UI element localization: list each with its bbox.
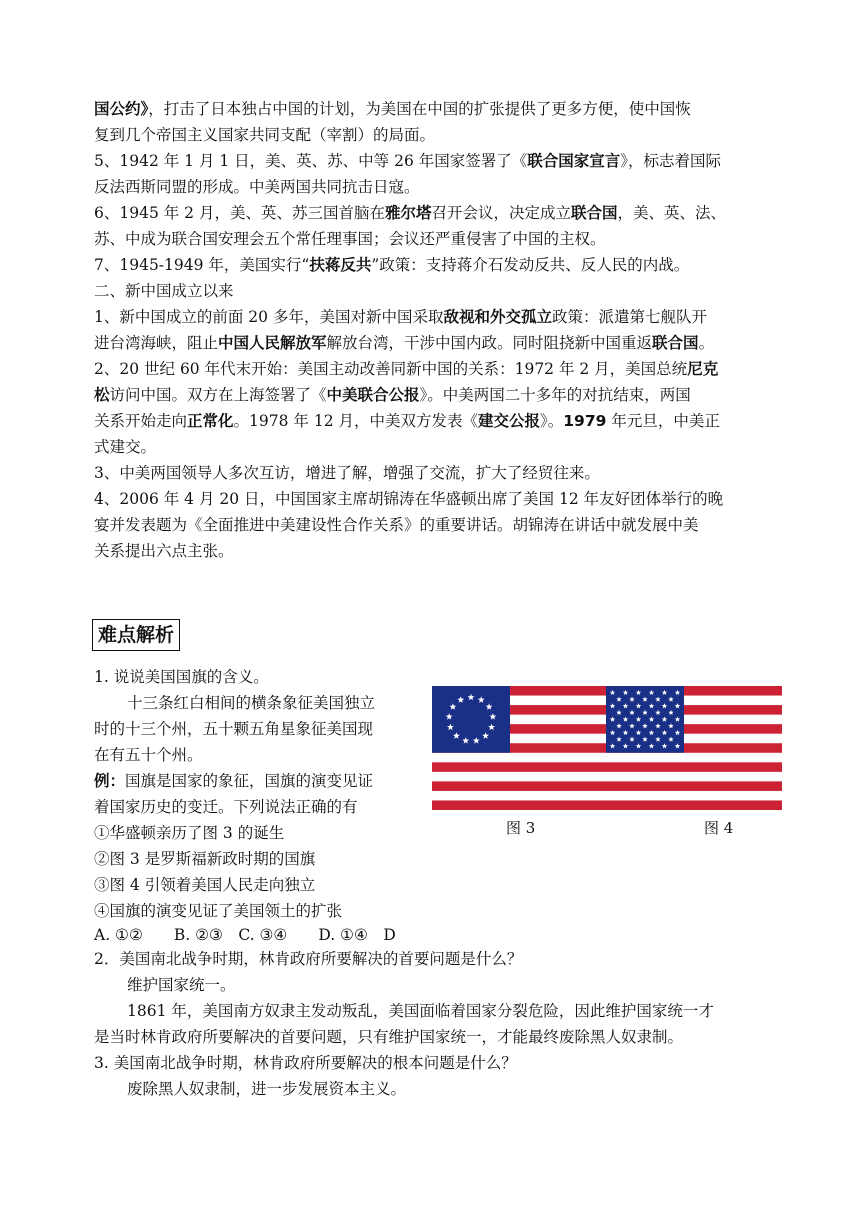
option-item: ①华盛顿亲历了图 3 的诞生 [94, 824, 285, 842]
subsection-heading: 二、新中国成立以来 [94, 282, 234, 300]
answer-choices: A. ①② B. ②③ C. ③④ D. ①④ D [94, 926, 396, 944]
text-line: 关系提出六点主张。 [94, 542, 234, 560]
flag-figure-4 [606, 686, 782, 810]
question-3: 3. 美国南北战争时期，林肯政府所要解决的根本问题是什么？ [94, 1054, 517, 1072]
text-line: 松访问中国。双方在上海签署了《中美联合公报》。中美两国二十多年的对抗结束，两国 [94, 386, 691, 404]
text-line: 2、20 世纪 60 年代末开始：美国主动改善同新中国的关系：1972 年 2 月，美国总统尼克 [94, 360, 719, 378]
example-text: 例：国旗是国家的象征，国旗的演变见证 [94, 772, 374, 790]
text-line: 国公约》，打击了日本独占中国的计划，为美国在中国的扩张提供了更多方便，使中国恢 [94, 100, 691, 118]
flag-red-stripe [432, 762, 608, 772]
text-line: 进台湾海峡，阻止中国人民解放军解放台湾，干涉中国内政。同时阻挠新中国重返联合国。 [94, 334, 715, 352]
figure-3-caption: 图 3 [506, 819, 536, 837]
flag-red-stripe [606, 762, 782, 772]
answer-text: 1861 年，美国南方奴隶主发动叛乱，美国面临着国家分裂危险，因此维护国家统一才 [127, 1002, 714, 1020]
text-line: 复到几个帝国主义国家共同支配（宰割）的局面。 [94, 126, 436, 144]
flag-figure-3 [432, 686, 608, 810]
answer-text: 在有五十个州。 [94, 746, 203, 764]
text-line: 反法西斯同盟的形成。中美两国共同抗击日寇。 [94, 178, 420, 196]
answer-text: 时的十三个州，五十颗五角星象征美国现 [94, 720, 374, 738]
text-line: 7、1945-1949 年，美国实行“扶蒋反共”政策：支持蒋介石发动反共、反人民的内战。 [94, 256, 690, 274]
text-line: 4、2006 年 4 月 20 日，中国国家主席胡锦涛在华盛顿出席了美国 12 年友好团体举行的晚 [94, 490, 724, 508]
question-1: 1. 说说美国国旗的含义。 [94, 668, 269, 686]
flag-red-stripe [606, 800, 782, 810]
flag-red-stripe [432, 800, 608, 810]
answer-text: 是当时林肯政府所要解决的首要问题，只有维护国家统一，才能最终废除黑人奴隶制。 [94, 1028, 684, 1046]
example-text: 着国家历史的变迁。下列说法正确的有 [94, 798, 358, 816]
text-line: 式建交。 [94, 438, 157, 456]
figure-4-caption: 图 4 [704, 819, 734, 837]
flag-red-stripe [432, 781, 608, 791]
flag-red-stripe [606, 781, 782, 791]
example-label: 例： [94, 772, 126, 790]
option-item: ②图 3 是罗斯福新政时期的国旗 [94, 850, 316, 868]
text-line: 6、1945 年 2 月，美、英、苏三国首脑在雅尔塔召开会议，决定成立联合国，美、英、法、 [94, 204, 727, 222]
text-line: 苏、中成为联合国安理会五个常任理事国；会议还严重侵害了中国的主权。 [94, 230, 606, 248]
text-line: 1、新中国成立的前面 20 多年，美国对新中国采取敌视和外交孤立政策：派遣第七舰队开 [94, 308, 707, 326]
section-title: 难点解析 [92, 619, 180, 651]
option-item: ③图 4 引领着美国人民走向独立 [94, 876, 316, 894]
text-line: 关系开始走向正常化。1978 年 12 月，中美双方发表《建交公报》。1979 年元旦，中美正 [94, 412, 720, 430]
answer-text: 废除黑人奴隶制，进一步发展资本主义。 [127, 1080, 407, 1098]
answer-text: 维护国家统一。 [127, 976, 236, 994]
option-item: ④国旗的演变见证了美国领土的扩张 [94, 902, 343, 920]
text-line: 3、中美两国领导人多次互访，增进了解，增强了交流，扩大了经贸往来。 [94, 464, 600, 482]
answer-text: 十三条红白相间的横条象征美国独立 [127, 694, 376, 712]
text-line: 宴并发表题为《全面推进中美建设性合作关系》的重要讲话。胡锦涛在讲话中就发展中美 [94, 516, 699, 534]
text-line: 5、1942 年 1 月 1 日，美、英、苏、中等 26 年国家签署了《联合国家宣言》，标志着国际 [94, 152, 722, 170]
question-2: 2．美国南北战争时期，林肯政府所要解决的首要问题是什么？ [94, 950, 523, 968]
flag-canton [606, 686, 684, 753]
